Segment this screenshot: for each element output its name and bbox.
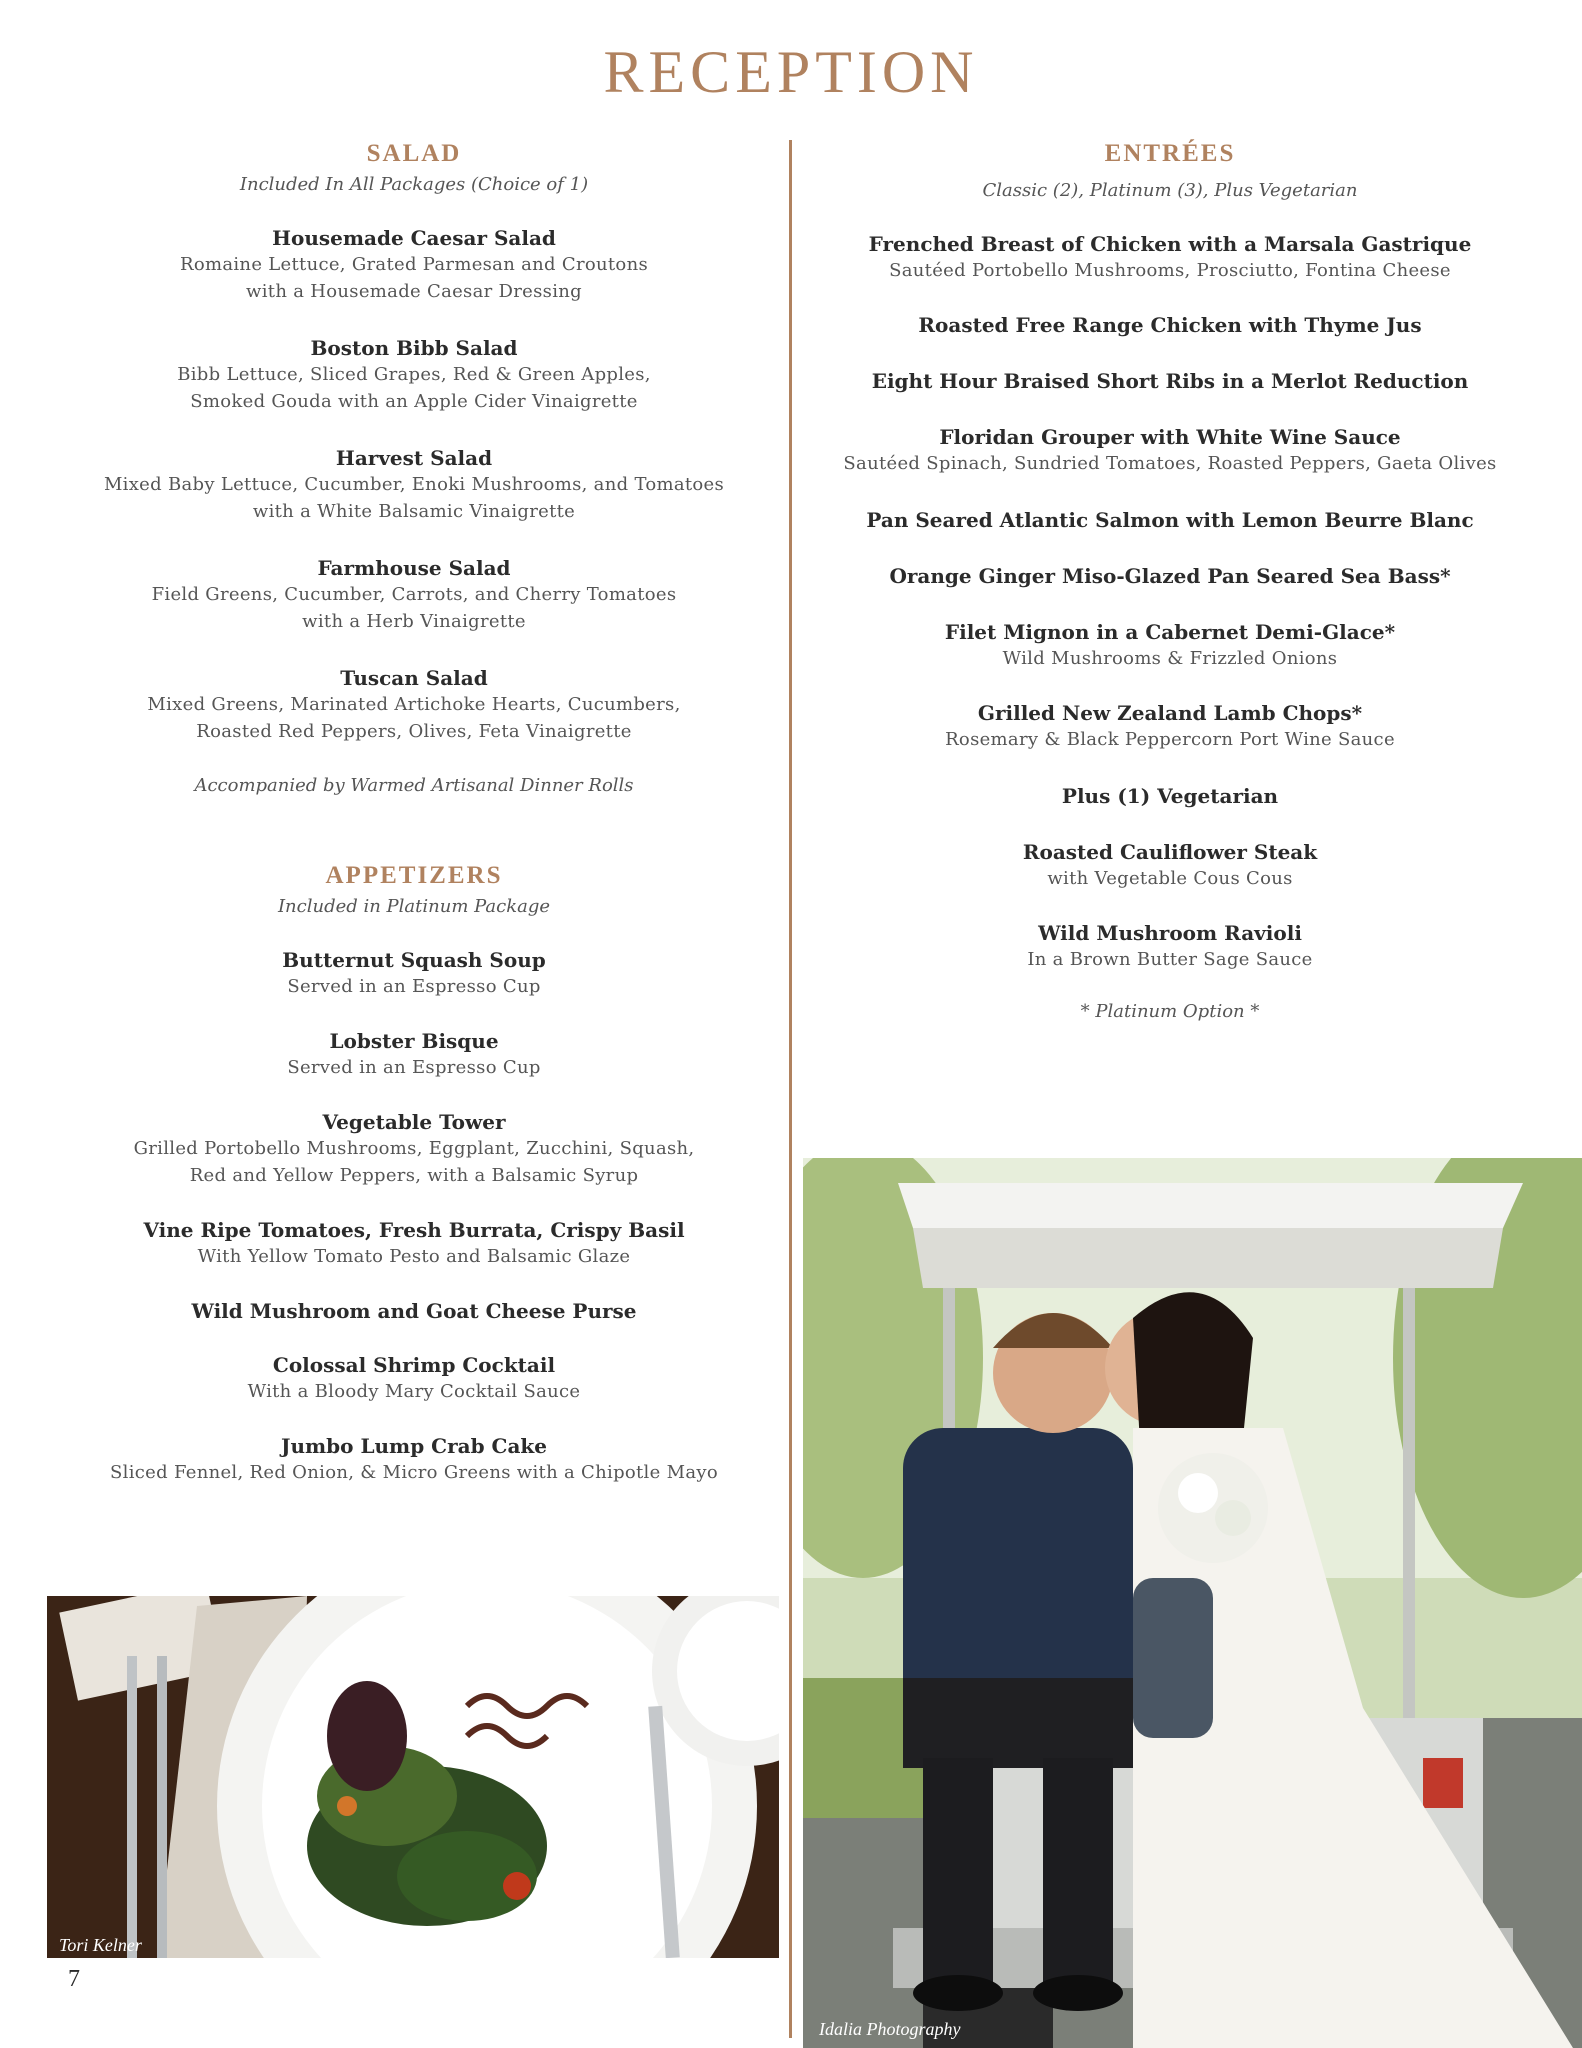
menu-item [815,368,1525,394]
menu-item-name: Colossal Shrimp Cocktail [272,1353,556,1377]
menu-item-name: Pan Seared Atlantic Salmon with Lemon Beurre Blanc [866,508,1474,532]
menu-item-desc: Bibb Lettuce, Sliced Grapes, Red & Green Apples, Smoked Gouda with an Apple Cider Vinaigrette [177,364,651,412]
menu-item-desc: With Yellow Tomato Pesto and Balsamic Glaze [197,1246,631,1267]
menu-item-name: Farmhouse Salad [317,556,511,580]
menu-item-desc: Served in an Espresso Cup [287,1057,541,1078]
plated-salad-illustration [47,1596,779,1958]
menu-item [815,619,1525,672]
menu-item [70,445,758,525]
menu-item [70,1433,758,1486]
menu-item-desc: Romaine Lettuce, Grated Parmesan and Croutons with a Housemade Caesar Dressing [179,254,649,302]
menu-item [70,225,758,305]
menu-item-name: Vine Ripe Tomatoes, Fresh Burrata, Crispy Basil [143,1218,685,1242]
menu-item-name: Vegetable Tower [322,1110,506,1134]
right-column [815,140,1525,1022]
menu-item-name: Boston Bibb Salad [310,336,518,360]
left-column [70,140,758,1486]
menu-item-name: Harvest Salad [335,446,493,470]
entrees-section-title: ENTRÉES [1104,140,1236,167]
couple-golf-cart-illustration [803,1158,1582,2048]
menu-item [815,839,1525,892]
menu-item [70,1109,758,1189]
appetizers-section-subtitle: Included in Platinum Package [277,896,551,917]
photo-credit: Tori Kelner [59,1935,142,1955]
appetizers-list [70,947,758,1486]
salad-list [70,225,758,745]
menu-item-desc: Sautéed Portobello Mushrooms, Prosciutto, Fontina Cheese [889,260,1451,281]
page-title: RECEPTION [603,39,979,105]
salad-note: Accompanied by Warmed Artisanal Dinner Rolls [194,775,634,796]
appetizers-section-title: APPETIZERS [325,862,503,889]
menu-item [70,555,758,635]
menu-item-name: Roasted Free Range Chicken with Thyme Jus [918,313,1422,337]
page-number: 7 [68,1966,80,1992]
menu-item [815,312,1525,338]
entrees-note: * Platinum Option * [1080,1001,1260,1022]
menu-item-desc: Grilled Portobello Mushrooms, Eggplant, Zucchini, Squash, Red and Yellow Peppers, with a Balsamic Syrup [133,1138,695,1186]
menu-item-name: Floridan Grouper with White Wine Sauce [939,425,1401,449]
menu-item [815,424,1525,477]
menu-item-desc: with Vegetable Cous Cous [1047,868,1293,889]
menu-item-desc: Mixed Greens, Marinated Artichoke Hearts, Cucumbers, Roasted Red Peppers, Olives, Feta Vinaigrette [147,694,681,742]
menu-item [815,507,1525,533]
menu-item-desc: Sliced Fennel, Red Onion, & Micro Greens with a Chipotle Mayo [110,1462,718,1483]
menu-item [70,335,758,415]
menu-item-desc: Wild Mushrooms & Frizzled Onions [1002,648,1338,669]
menu-item-desc: Field Greens, Cucumber, Carrots, and Cherry Tomatoes with a Herb Vinaigrette [151,584,677,632]
column-divider [789,140,792,2038]
menu-item-name: Grilled New Zealand Lamb Chops* [977,701,1363,725]
menu-item [815,920,1525,973]
menu-item-name: Tuscan Salad [340,666,488,690]
plated-salad-photo [47,1596,779,1958]
menu-item [815,563,1525,589]
menu-item [70,947,758,1000]
menu-item-desc: Rosemary & Black Peppercorn Port Wine Sauce [945,729,1395,750]
menu-item-name: Lobster Bisque [329,1029,499,1053]
salad-section-title: SALAD [366,140,462,167]
menu-item-name: Frenched Breast of Chicken with a Marsala Gastrique [868,232,1472,256]
menu-item-desc: With a Bloody Mary Cocktail Sauce [247,1381,581,1402]
menu-item [70,1217,758,1270]
menu-item-name: Orange Ginger Miso-Glazed Pan Seared Sea Bass* [889,564,1451,588]
menu-item-name: Housemade Caesar Salad [272,226,556,250]
menu-item-desc: Mixed Baby Lettuce, Cucumber, Enoki Mushrooms, and Tomatoes with a White Balsamic Vinaigrette [103,474,725,522]
menu-item-name: Wild Mushroom Ravioli [1038,921,1302,945]
menu-item-name: Eight Hour Braised Short Ribs in a Merlot Reduction [871,369,1469,393]
menu-item-name: Plus (1) Vegetarian [1061,784,1279,808]
menu-item-name: Roasted Cauliflower Steak [1022,840,1318,864]
menu-item-name: Wild Mushroom and Goat Cheese Purse [191,1299,637,1323]
menu-item [815,783,1525,809]
entrees-list [815,231,1525,973]
menu-item-desc: Sautéed Spinach, Sundried Tomatoes, Roasted Peppers, Gaeta Olives [843,453,1497,474]
menu-item-name: Butternut Squash Soup [282,948,546,972]
entrees-section-subtitle: Classic (2), Platinum (3), Plus Vegetarian [982,180,1358,201]
menu-item [70,1352,758,1405]
photo-credit: Idalia Photography [819,2019,961,2039]
menu-item [815,231,1525,284]
couple-golf-cart-photo [803,1158,1582,2048]
salad-section-subtitle: Included In All Packages (Choice of 1) [239,174,589,195]
menu-item-name: Jumbo Lump Crab Cake [281,1434,547,1458]
menu-item-desc: In a Brown Butter Sage Sauce [1027,949,1313,970]
menu-item [70,665,758,745]
menu-item-desc: Served in an Espresso Cup [287,976,541,997]
menu-item [70,1028,758,1081]
menu-item [70,1298,758,1324]
menu-item-name: Filet Mignon in a Cabernet Demi-Glace* [944,620,1396,644]
menu-item [815,700,1525,753]
